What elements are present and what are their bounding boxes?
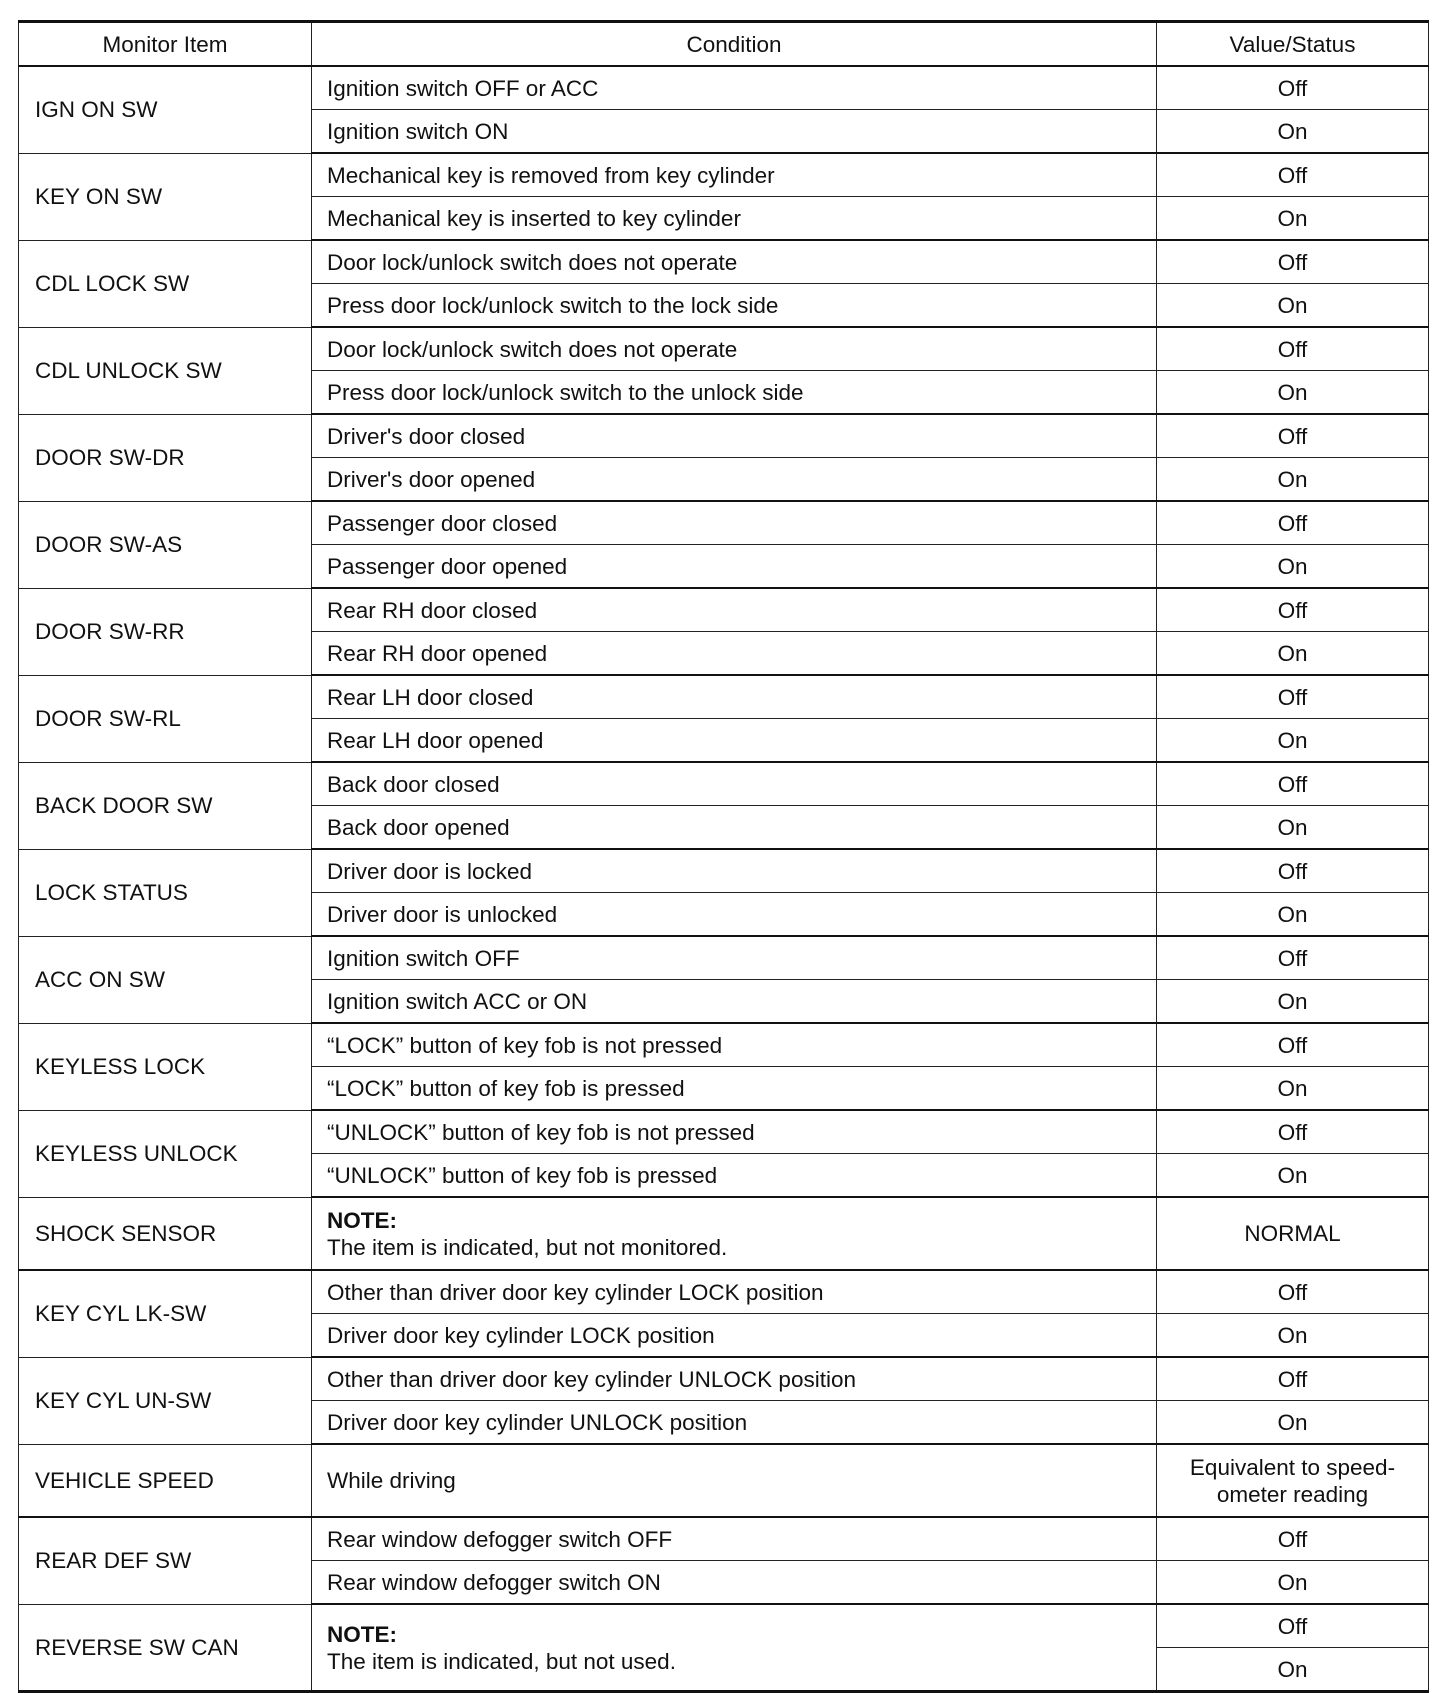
note-text: The item is indicated, but not monitored.	[327, 1234, 728, 1260]
value-cell: On	[1157, 110, 1429, 154]
table-row	[19, 936, 1429, 980]
value-cell: On	[1157, 1314, 1429, 1358]
value-cell: Off	[1157, 501, 1429, 545]
condition-cell: Driver door is unlocked	[312, 893, 1157, 937]
condition-cell: Driver's door closed	[312, 414, 1157, 458]
value-cell: Off	[1157, 936, 1429, 980]
value-cell: Off	[1157, 675, 1429, 719]
condition-cell: Driver door key cylinder UNLOCK position	[312, 1401, 1157, 1445]
note-text: The item is indicated, but not used.	[327, 1648, 676, 1674]
value-cell: On	[1157, 1154, 1429, 1198]
condition-cell: Driver's door opened	[312, 458, 1157, 502]
condition-cell: Passenger door opened	[312, 545, 1157, 589]
monitor-item-cell: KEY CYL LK-SW	[19, 1270, 312, 1357]
value-cell: Off	[1157, 240, 1429, 284]
table-row	[19, 327, 1429, 371]
value-cell: Off	[1157, 327, 1429, 371]
condition-cell: “LOCK” button of key fob is pressed	[312, 1067, 1157, 1111]
monitor-item-cell: BACK DOOR SW	[19, 762, 312, 849]
value-cell: Off	[1157, 1270, 1429, 1314]
monitor-item-table	[18, 20, 1429, 1693]
monitor-item-cell: DOOR SW-RL	[19, 675, 312, 762]
condition-cell: Door lock/unlock switch does not operate	[312, 327, 1157, 371]
monitor-item-cell: VEHICLE SPEED	[19, 1444, 312, 1517]
table-row	[19, 1517, 1429, 1561]
header-monitor-item: Monitor Item	[19, 22, 312, 67]
condition-cell: Ignition switch OFF or ACC	[312, 66, 1157, 110]
value-cell: On	[1157, 1561, 1429, 1605]
value-cell: Off	[1157, 66, 1429, 110]
header-condition: Condition	[312, 22, 1157, 67]
monitor-table-sheet	[18, 20, 1428, 1693]
monitor-item-cell: DOOR SW-RR	[19, 588, 312, 675]
value-cell: Off	[1157, 1357, 1429, 1401]
condition-cell: Mechanical key is inserted to key cylinder	[312, 197, 1157, 241]
condition-cell: Rear window defogger switch OFF	[312, 1517, 1157, 1561]
condition-cell: Press door lock/unlock switch to the unlock side	[312, 371, 1157, 415]
condition-cell: Passenger door closed	[312, 501, 1157, 545]
condition-cell: Ignition switch OFF	[312, 936, 1157, 980]
condition-cell: Ignition switch ON	[312, 110, 1157, 154]
condition-cell: Rear RH door opened	[312, 632, 1157, 676]
value-cell: NORMAL	[1157, 1197, 1429, 1270]
table-row	[19, 849, 1429, 893]
table-row	[19, 1023, 1429, 1067]
condition-cell: Rear LH door closed	[312, 675, 1157, 719]
monitor-item-cell: DOOR SW-AS	[19, 501, 312, 588]
monitor-item-cell: CDL UNLOCK SW	[19, 327, 312, 414]
monitor-item-cell: REVERSE SW CAN	[19, 1604, 312, 1692]
value-cell: Off	[1157, 414, 1429, 458]
value-line: Equivalent to speed-	[1189, 1454, 1396, 1480]
condition-cell: Mechanical key is removed from key cylinder	[312, 153, 1157, 197]
value-cell: On	[1157, 371, 1429, 415]
monitor-item-cell: IGN ON SW	[19, 66, 312, 153]
header-value-status: Value/Status	[1157, 22, 1429, 67]
monitor-item-cell: DOOR SW-DR	[19, 414, 312, 501]
table-row	[19, 414, 1429, 458]
monitor-item-cell: REAR DEF SW	[19, 1517, 312, 1604]
table-row	[19, 1270, 1429, 1314]
monitor-item-cell: ACC ON SW	[19, 936, 312, 1023]
condition-cell: Driver door key cylinder LOCK position	[312, 1314, 1157, 1358]
value-cell: Off	[1157, 1517, 1429, 1561]
condition-cell: Back door closed	[312, 762, 1157, 806]
note-cell	[312, 1604, 1157, 1692]
table-row	[19, 1357, 1429, 1401]
condition-cell: Press door lock/unlock switch to the lock side	[312, 284, 1157, 328]
table-row	[19, 588, 1429, 632]
monitor-item-cell: KEY CYL UN-SW	[19, 1357, 312, 1444]
monitor-item-cell: LOCK STATUS	[19, 849, 312, 936]
value-cell: Off	[1157, 849, 1429, 893]
value-cell: On	[1157, 284, 1429, 328]
value-cell: On	[1157, 893, 1429, 937]
table-header-row	[19, 22, 1429, 67]
value-cell: On	[1157, 719, 1429, 763]
table-row	[19, 501, 1429, 545]
value-cell: On	[1157, 1401, 1429, 1445]
value-cell: Off	[1157, 1110, 1429, 1154]
value-cell	[1157, 1444, 1429, 1517]
table-row	[19, 762, 1429, 806]
table-row	[19, 675, 1429, 719]
note-label: NOTE:	[327, 1621, 397, 1647]
value-cell: Off	[1157, 1604, 1429, 1648]
table-row	[19, 1604, 1429, 1648]
condition-cell: Rear LH door opened	[312, 719, 1157, 763]
condition-cell: “LOCK” button of key fob is not pressed	[312, 1023, 1157, 1067]
condition-cell: “UNLOCK” button of key fob is pressed	[312, 1154, 1157, 1198]
monitor-item-cell: KEYLESS LOCK	[19, 1023, 312, 1110]
value-cell: On	[1157, 806, 1429, 850]
monitor-item-cell: SHOCK SENSOR	[19, 1197, 312, 1270]
note-cell	[312, 1197, 1157, 1270]
condition-cell: Rear window defogger switch ON	[312, 1561, 1157, 1605]
monitor-item-cell: KEY ON SW	[19, 153, 312, 240]
table-row	[19, 66, 1429, 110]
condition-cell: While driving	[312, 1444, 1157, 1517]
table-row	[19, 240, 1429, 284]
value-cell: Off	[1157, 588, 1429, 632]
table-row	[19, 1197, 1429, 1270]
value-cell: On	[1157, 632, 1429, 676]
condition-cell: Driver door is locked	[312, 849, 1157, 893]
value-cell: Off	[1157, 762, 1429, 806]
value-cell: Off	[1157, 1023, 1429, 1067]
condition-cell: Back door opened	[312, 806, 1157, 850]
table-row	[19, 1444, 1429, 1517]
condition-cell: Other than driver door key cylinder LOCK position	[312, 1270, 1157, 1314]
value-cell: On	[1157, 545, 1429, 589]
value-cell: On	[1157, 458, 1429, 502]
value-cell: On	[1157, 1648, 1429, 1692]
value-line: ometer reading	[1216, 1481, 1369, 1507]
value-cell: On	[1157, 197, 1429, 241]
value-cell: Off	[1157, 153, 1429, 197]
condition-cell: Rear RH door closed	[312, 588, 1157, 632]
condition-cell: “UNLOCK” button of key fob is not pressed	[312, 1110, 1157, 1154]
condition-cell: Ignition switch ACC or ON	[312, 980, 1157, 1024]
value-cell: On	[1157, 980, 1429, 1024]
table-row	[19, 153, 1429, 197]
monitor-item-cell: CDL LOCK SW	[19, 240, 312, 327]
condition-cell: Door lock/unlock switch does not operate	[312, 240, 1157, 284]
monitor-item-cell: KEYLESS UNLOCK	[19, 1110, 312, 1197]
note-label: NOTE:	[327, 1207, 397, 1233]
condition-cell: Other than driver door key cylinder UNLOCK position	[312, 1357, 1157, 1401]
table-row	[19, 1110, 1429, 1154]
value-cell: On	[1157, 1067, 1429, 1111]
